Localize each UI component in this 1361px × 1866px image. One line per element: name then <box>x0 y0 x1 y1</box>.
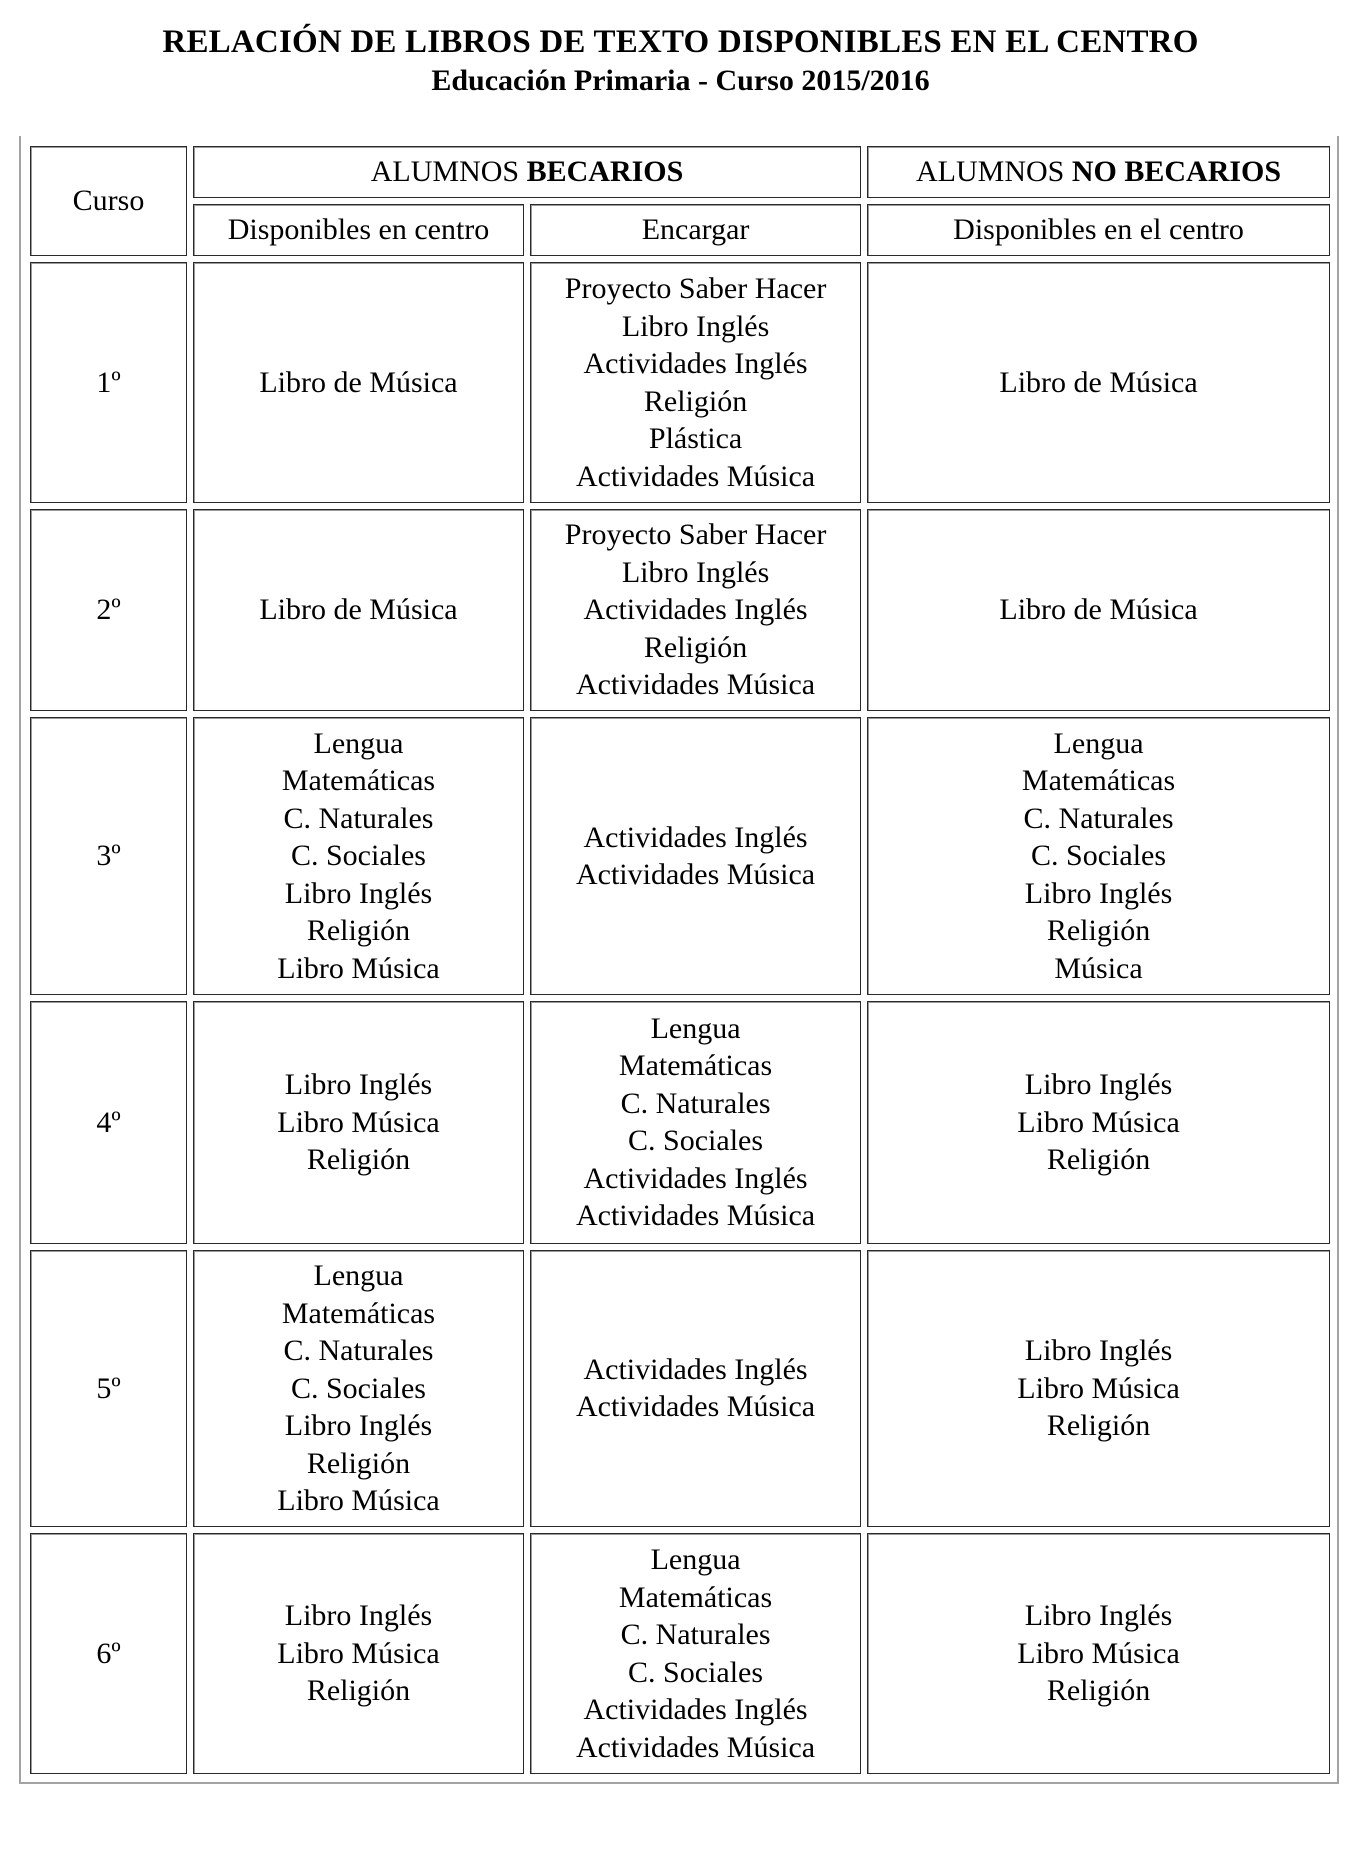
disponibles-subheader: Disponibles en centro <box>193 204 524 256</box>
table-row <box>30 1533 1330 1774</box>
table-header-row <box>30 146 1330 198</box>
becarios-encargar-list: Actividades Inglés Actividades Música <box>575 820 816 892</box>
becarios-header-emphasis: BECARIOS <box>526 155 684 189</box>
no-becarios-disponibles-cell <box>867 262 1330 503</box>
encargar-subheader: Encargar <box>530 204 861 256</box>
becarios-encargar-cell <box>530 1250 861 1528</box>
becarios-disponibles-list: Libro Inglés Libro Música Religión <box>277 1599 440 1708</box>
curso-cell <box>30 1533 187 1774</box>
becarios-encargar-list: Lengua Matemáticas C. Naturales C. Sociales Actividades Inglés Actividades Música <box>575 1543 816 1764</box>
becarios-disponibles-list: Lengua Matemáticas C. Naturales C. Sociales Libro Inglés Religión Libro Música <box>277 726 440 985</box>
no-becarios-disponibles-list: Libro Inglés Libro Música Religión <box>1017 1599 1180 1708</box>
becarios-encargar-cell <box>530 509 861 712</box>
becarios-encargar-cell <box>530 1001 861 1244</box>
curso-value: 5º <box>96 1371 121 1405</box>
curso-value: 2º <box>96 593 121 627</box>
curso-cell <box>30 1001 187 1244</box>
becarios-disponibles-cell <box>193 262 524 503</box>
no-becarios-disponibles-list: Libro Inglés Libro Música Religión <box>1017 1068 1180 1177</box>
no-becarios-disponibles-cell <box>867 1001 1330 1244</box>
table-subheader-row <box>30 204 1330 256</box>
table-row <box>30 262 1330 503</box>
no-becarios-disponibles-cell <box>867 509 1330 712</box>
no-becarios-disponibles-list: Lengua Matemáticas C. Naturales C. Sociales Libro Inglés Religión Música <box>1021 726 1176 985</box>
document-subtitle: Educación Primaria - Curso 2015/2016 <box>431 64 930 97</box>
becarios-disponibles-list: Libro de Música <box>259 365 458 399</box>
no-becarios-disponibles-list: Libro de Música <box>999 365 1198 399</box>
document-title: RELACIÓN DE LIBROS DE TEXTO DISPONIBLES EN EL CENTRO <box>162 24 1199 60</box>
textbooks-table <box>24 140 1336 1780</box>
disponibles-el-centro-subheader: Disponibles en el centro <box>867 204 1330 256</box>
curso-header: Curso <box>30 146 187 256</box>
table-row <box>30 1001 1330 1244</box>
becarios-disponibles-list: Libro Inglés Libro Música Religión <box>277 1068 440 1177</box>
no-becarios-header-prefix: ALUMNOS <box>916 155 1065 189</box>
curso-value: 4º <box>96 1105 121 1139</box>
becarios-encargar-list: Proyecto Saber Hacer Libro Inglés Actividades Inglés Religión Actividades Música <box>564 518 827 702</box>
no-becarios-header-emphasis: NO BECARIOS <box>1071 155 1282 189</box>
becarios-disponibles-cell <box>193 1533 524 1774</box>
becarios-disponibles-list: Libro de Música <box>259 593 458 627</box>
no-becarios-disponibles-cell <box>867 717 1330 995</box>
becarios-header-prefix: ALUMNOS <box>370 155 520 189</box>
becarios-disponibles-cell <box>193 1001 524 1244</box>
no-becarios-header <box>867 146 1330 198</box>
curso-value: 3º <box>96 839 121 873</box>
no-becarios-disponibles-cell <box>867 1250 1330 1528</box>
document-header <box>0 22 1361 100</box>
curso-value: 6º <box>96 1636 121 1670</box>
curso-cell <box>30 262 187 503</box>
becarios-disponibles-cell <box>193 717 524 995</box>
becarios-header <box>193 146 861 198</box>
becarios-disponibles-cell <box>193 509 524 712</box>
curso-cell <box>30 509 187 712</box>
becarios-encargar-list: Lengua Matemáticas C. Naturales C. Sociales Actividades Inglés Actividades Música <box>575 1011 816 1233</box>
becarios-encargar-list: Actividades Inglés Actividades Música <box>575 1352 816 1424</box>
table-row <box>30 717 1330 995</box>
no-becarios-disponibles-list: Libro de Música <box>999 593 1198 627</box>
becarios-disponibles-list: Lengua Matemáticas C. Naturales C. Sociales Libro Inglés Religión Libro Música <box>277 1259 440 1518</box>
becarios-encargar-cell <box>530 717 861 995</box>
curso-cell <box>30 717 187 995</box>
curso-cell <box>30 1250 187 1528</box>
table-row <box>30 509 1330 712</box>
becarios-encargar-cell <box>530 1533 861 1774</box>
curso-value: 1º <box>96 365 121 399</box>
becarios-disponibles-cell <box>193 1250 524 1528</box>
becarios-encargar-cell <box>530 262 861 503</box>
no-becarios-disponibles-list: Libro Inglés Libro Música Religión <box>1017 1334 1180 1443</box>
no-becarios-disponibles-cell <box>867 1533 1330 1774</box>
becarios-encargar-list: Proyecto Saber Hacer Libro Inglés Actividades Inglés Religión Plástica Actividades Música <box>564 272 827 493</box>
table-row <box>30 1250 1330 1528</box>
